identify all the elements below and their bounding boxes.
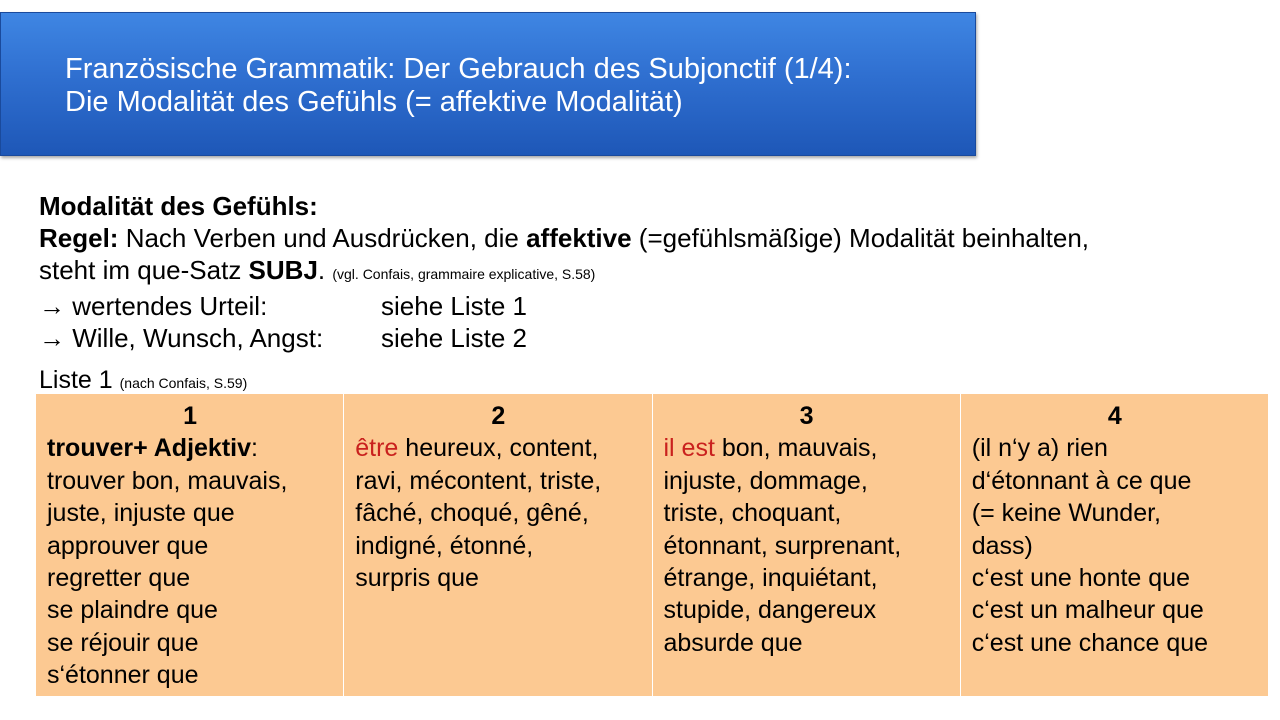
lead-rest: heureux, content, (398, 434, 599, 463)
rule-reference: (vgl. Confais, grammaire explicative, S.58) (332, 266, 596, 282)
list-item: triste, choquant, (663, 499, 842, 528)
rule-text-b: (=gefühlsmäßige) Modalität beinhalten, (631, 223, 1090, 253)
list-item: d‘étonnant à ce que (971, 466, 1192, 495)
list-item: ravi, mécontent, triste, (355, 466, 602, 495)
list-item: c‘est une chance que (971, 628, 1209, 657)
rule-line-1 (39, 222, 1259, 254)
list-item: juste, injuste que (47, 499, 235, 528)
table-column-1 (36, 394, 343, 696)
lead-bold: trouver+ Adjektiv (47, 434, 252, 463)
arrow-row-2 (39, 322, 1259, 354)
intro-section (39, 190, 1259, 354)
liste-reference: (nach Confais, S.59) (119, 375, 248, 391)
rule-text-a: Nach Verben und Ausdrücken, die (118, 223, 527, 253)
subj-term: SUBJ (248, 255, 318, 285)
table-column-3 (652, 394, 960, 696)
arrow-1-label: → wertendes Urteil: (39, 291, 268, 321)
table-column-4 (960, 394, 1268, 696)
title-banner (0, 12, 976, 156)
list-item: indigné, étonné, (355, 531, 534, 560)
table-column-2 (343, 394, 651, 696)
lead-red: il est (663, 434, 715, 463)
column-number: 4 (1107, 402, 1122, 430)
rule-line2-b: . (317, 255, 333, 285)
list-item: dass) (971, 531, 1033, 560)
column-number: 1 (183, 402, 198, 430)
arrow-2-label: → Wille, Wunsch, Angst: (39, 323, 324, 353)
list-item: surpris que (355, 564, 479, 593)
lead-suffix: : (251, 434, 258, 463)
list-item: c‘est une honte que (971, 564, 1190, 593)
rule-label: Regel: (39, 223, 119, 253)
lead-rest: bon, mauvais, (714, 434, 878, 463)
column-lead (47, 432, 333, 464)
rule-line-2 (39, 254, 1259, 290)
arrow-1-value: siehe Liste 1 (381, 291, 527, 321)
arrow-2-value: siehe Liste 2 (381, 323, 527, 353)
liste-title: Liste 1 (39, 366, 113, 394)
list-item: injuste, dommage, (663, 466, 868, 495)
section-heading: Modalität des Gefühls: (39, 191, 318, 221)
lead-red: être (355, 434, 399, 463)
list-item: regretter que (47, 564, 191, 593)
column-number: 2 (491, 402, 506, 430)
title-line-1: Französische Grammatik: Der Gebrauch des Subjonctif (1/4): (65, 53, 852, 85)
slide-title (65, 53, 852, 119)
list-item: fâché, choqué, gêné, (355, 499, 589, 528)
list-item: se réjouir que (47, 628, 199, 657)
list-item: étonnant, surprenant, (663, 531, 902, 560)
title-line-2: Die Modalität des Gefühls (= affektive Modalität) (65, 86, 683, 118)
list-item: s‘étonner que (47, 661, 199, 690)
rule-line2-a: steht im que-Satz (39, 255, 249, 285)
list-item: stupide, dangereux (663, 596, 877, 625)
list-item: c‘est un malheur que (971, 596, 1204, 625)
arrow-row-1 (39, 290, 1259, 322)
liste-table (36, 394, 1268, 696)
list-item: trouver bon, mauvais, (47, 466, 288, 495)
list-item: (= keine Wunder, (971, 499, 1161, 528)
list-item: étrange, inquiétant, (663, 564, 878, 593)
list-item: (il n‘y a) rien (971, 434, 1108, 463)
list-item: approuver que (47, 531, 209, 560)
column-number: 3 (799, 402, 814, 430)
column-lead (664, 432, 950, 464)
list-item: absurde que (663, 628, 803, 657)
list-item: se plaindre que (47, 596, 218, 625)
column-lead (355, 432, 641, 464)
rule-bold-term: affektive (526, 223, 632, 253)
